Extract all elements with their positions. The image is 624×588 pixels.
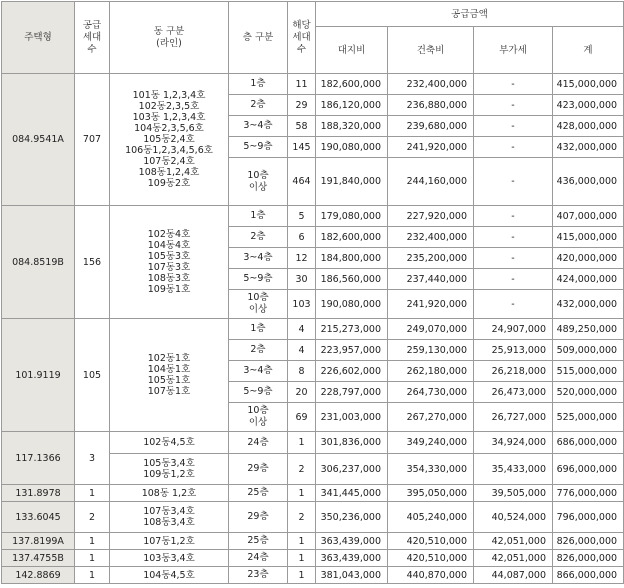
dong-cell: 103동3,4호	[110, 550, 229, 567]
total-price-cell: 407,000,000	[553, 206, 624, 227]
building-price-cell: 237,440,000	[388, 269, 474, 290]
floor-cell: 3~4층	[229, 248, 288, 269]
vat-cell: 39,505,000	[474, 485, 553, 502]
table-row	[2, 206, 624, 227]
floor-cell: 1층	[229, 319, 288, 340]
floor-cell: 25층	[229, 485, 288, 502]
land-price-cell: 186,560,000	[316, 269, 388, 290]
table-row	[2, 485, 624, 502]
total-price-cell: 424,000,000	[553, 269, 624, 290]
units-cell: 8	[288, 361, 316, 382]
total-price-cell: 432,000,000	[553, 137, 624, 158]
vat-cell: 26,473,000	[474, 382, 553, 403]
units-cell: 1	[288, 485, 316, 502]
vat-cell: -	[474, 158, 553, 206]
house-type-cell: 142.8869	[2, 567, 75, 584]
building-price-cell: 405,240,000	[388, 502, 474, 533]
floor-cell: 3~4층	[229, 361, 288, 382]
building-price-cell: 249,070,000	[388, 319, 474, 340]
total-price-cell: 696,000,000	[553, 454, 624, 485]
units-cell: 2	[288, 502, 316, 533]
supply-units-cell: 3	[75, 432, 110, 485]
land-price-cell: 215,273,000	[316, 319, 388, 340]
vat-cell: -	[474, 74, 553, 95]
table-row	[2, 432, 624, 454]
header-land: 대지비	[316, 27, 388, 74]
header-units: 해당 세대 수	[288, 2, 316, 74]
floor-cell: 25층	[229, 533, 288, 550]
land-price-cell: 179,080,000	[316, 206, 388, 227]
table-row	[2, 533, 624, 550]
land-price-cell: 182,600,000	[316, 227, 388, 248]
supply-units-cell: 2	[75, 502, 110, 533]
building-price-cell: 232,400,000	[388, 74, 474, 95]
vat-cell: 35,433,000	[474, 454, 553, 485]
supply-units-cell: 1	[75, 567, 110, 584]
units-cell: 2	[288, 454, 316, 485]
land-price-cell: 190,080,000	[316, 290, 388, 319]
units-cell: 1	[288, 550, 316, 567]
floor-cell: 3~4층	[229, 116, 288, 137]
units-cell: 1	[288, 533, 316, 550]
building-price-cell: 259,130,000	[388, 340, 474, 361]
dong-cell: 104동4,5호	[110, 567, 229, 584]
total-price-cell: 796,000,000	[553, 502, 624, 533]
building-price-cell: 232,400,000	[388, 227, 474, 248]
dong-cell: 102동4,5호	[110, 432, 229, 454]
total-price-cell: 525,000,000	[553, 403, 624, 432]
units-cell: 12	[288, 248, 316, 269]
total-price-cell: 428,000,000	[553, 116, 624, 137]
building-price-cell: 420,510,000	[388, 550, 474, 567]
units-cell: 103	[288, 290, 316, 319]
vat-cell: -	[474, 227, 553, 248]
units-cell: 58	[288, 116, 316, 137]
supply-units-cell: 1	[75, 533, 110, 550]
total-price-cell: 776,000,000	[553, 485, 624, 502]
total-price-cell: 686,000,000	[553, 432, 624, 454]
floor-cell: 1층	[229, 74, 288, 95]
total-price-cell: 866,000,000	[553, 567, 624, 584]
floor-cell: 5~9층	[229, 137, 288, 158]
units-cell: 145	[288, 137, 316, 158]
units-cell: 5	[288, 206, 316, 227]
floor-cell: 5~9층	[229, 269, 288, 290]
header-total: 계	[553, 27, 624, 74]
total-price-cell: 515,000,000	[553, 361, 624, 382]
dong-cell: 105동3,4호 109동1,2호	[110, 454, 229, 485]
house-type-cell: 131.8978	[2, 485, 75, 502]
building-price-cell: 241,920,000	[388, 290, 474, 319]
building-price-cell: 267,270,000	[388, 403, 474, 432]
total-price-cell: 436,000,000	[553, 158, 624, 206]
vat-cell: 40,524,000	[474, 502, 553, 533]
land-price-cell: 363,439,000	[316, 550, 388, 567]
header-dong: 동 구분 (라인)	[110, 2, 229, 74]
floor-cell: 1층	[229, 206, 288, 227]
house-type-cell: 101.9119	[2, 319, 75, 432]
supply-units-cell: 707	[75, 74, 110, 206]
total-price-cell: 509,000,000	[553, 340, 624, 361]
house-type-cell: 117.1366	[2, 432, 75, 485]
building-price-cell: 236,880,000	[388, 95, 474, 116]
floor-cell: 10층 이상	[229, 403, 288, 432]
building-price-cell: 440,870,000	[388, 567, 474, 584]
vat-cell: -	[474, 116, 553, 137]
units-cell: 4	[288, 319, 316, 340]
units-cell: 20	[288, 382, 316, 403]
supply-units-cell: 105	[75, 319, 110, 432]
vat-cell: 26,218,000	[474, 361, 553, 382]
dong-cell: 108동 1,2호	[110, 485, 229, 502]
vat-cell: 25,913,000	[474, 340, 553, 361]
vat-cell: -	[474, 206, 553, 227]
dong-cell: 107동1,2호	[110, 533, 229, 550]
vat-cell: -	[474, 248, 553, 269]
floor-cell: 24층	[229, 550, 288, 567]
header-supply-units: 공급 세대 수	[75, 2, 110, 74]
units-cell: 69	[288, 403, 316, 432]
header-vat: 부가세	[474, 27, 553, 74]
supply-units-cell: 1	[75, 550, 110, 567]
vat-cell: -	[474, 95, 553, 116]
land-price-cell: 301,836,000	[316, 432, 388, 454]
building-price-cell: 354,330,000	[388, 454, 474, 485]
total-price-cell: 826,000,000	[553, 533, 624, 550]
units-cell: 464	[288, 158, 316, 206]
land-price-cell: 228,797,000	[316, 382, 388, 403]
vat-cell: -	[474, 137, 553, 158]
floor-cell: 29층	[229, 502, 288, 533]
header-building: 건축비	[388, 27, 474, 74]
vat-cell: 26,727,000	[474, 403, 553, 432]
floor-cell: 24층	[229, 432, 288, 454]
vat-cell: 42,051,000	[474, 533, 553, 550]
building-price-cell: 420,510,000	[388, 533, 474, 550]
building-price-cell: 349,240,000	[388, 432, 474, 454]
header-type: 주택형	[2, 2, 75, 74]
table-row	[2, 502, 624, 533]
table-row	[2, 567, 624, 584]
supply-price-table	[1, 1, 624, 584]
building-price-cell: 262,180,000	[388, 361, 474, 382]
units-cell: 29	[288, 95, 316, 116]
land-price-cell: 188,320,000	[316, 116, 388, 137]
table-row	[2, 319, 624, 340]
supply-units-cell: 1	[75, 485, 110, 502]
table-row	[2, 74, 624, 95]
units-cell: 6	[288, 227, 316, 248]
floor-cell: 2층	[229, 95, 288, 116]
units-cell: 4	[288, 340, 316, 361]
house-type-cell: 133.6045	[2, 502, 75, 533]
header-price-group: 공급금액	[316, 2, 624, 27]
units-cell: 1	[288, 567, 316, 584]
building-price-cell: 227,920,000	[388, 206, 474, 227]
floor-cell: 23층	[229, 567, 288, 584]
dong-cell: 101동 1,2,3,4호 102동2,3,5호 103동 1,2,3,4호 104동2,3,5,6호 105동2,4호 106동1,2,3,4,5,6호 107동2,4호 108동1,2,4호 109동2호	[110, 74, 229, 206]
total-price-cell: 415,000,000	[553, 227, 624, 248]
vat-cell: -	[474, 290, 553, 319]
dong-cell: 102동1호 104동1호 105동1호 107동1호	[110, 319, 229, 432]
land-price-cell: 191,840,000	[316, 158, 388, 206]
total-price-cell: 415,000,000	[553, 74, 624, 95]
house-type-cell: 137.8199A	[2, 533, 75, 550]
house-type-cell: 084.8519B	[2, 206, 75, 319]
total-price-cell: 423,000,000	[553, 95, 624, 116]
vat-cell: 44,087,000	[474, 567, 553, 584]
total-price-cell: 520,000,000	[553, 382, 624, 403]
building-price-cell: 395,050,000	[388, 485, 474, 502]
land-price-cell: 186,120,000	[316, 95, 388, 116]
land-price-cell: 363,439,000	[316, 533, 388, 550]
building-price-cell: 235,200,000	[388, 248, 474, 269]
total-price-cell: 432,000,000	[553, 290, 624, 319]
house-type-cell: 084.9541A	[2, 74, 75, 206]
land-price-cell: 182,600,000	[316, 74, 388, 95]
total-price-cell: 420,000,000	[553, 248, 624, 269]
floor-cell: 10층 이상	[229, 290, 288, 319]
floor-cell: 2층	[229, 340, 288, 361]
land-price-cell: 306,237,000	[316, 454, 388, 485]
total-price-cell: 489,250,000	[553, 319, 624, 340]
land-price-cell: 226,602,000	[316, 361, 388, 382]
building-price-cell: 264,730,000	[388, 382, 474, 403]
land-price-cell: 341,445,000	[316, 485, 388, 502]
building-price-cell: 244,160,000	[388, 158, 474, 206]
supply-units-cell: 156	[75, 206, 110, 319]
vat-cell: 34,924,000	[474, 432, 553, 454]
floor-cell: 10층 이상	[229, 158, 288, 206]
building-price-cell: 239,680,000	[388, 116, 474, 137]
table-body	[2, 74, 624, 584]
floor-cell: 5~9층	[229, 382, 288, 403]
land-price-cell: 190,080,000	[316, 137, 388, 158]
units-cell: 1	[288, 432, 316, 454]
house-type-cell: 137.4755B	[2, 550, 75, 567]
units-cell: 30	[288, 269, 316, 290]
total-price-cell: 826,000,000	[553, 550, 624, 567]
land-price-cell: 381,043,000	[316, 567, 388, 584]
vat-cell: 42,051,000	[474, 550, 553, 567]
table-row	[2, 550, 624, 567]
vat-cell: 24,907,000	[474, 319, 553, 340]
dong-cell: 102동4호 104동4호 105동3호 107동3호 108동3호 109동1호	[110, 206, 229, 319]
dong-cell: 107동3,4호 108동3,4호	[110, 502, 229, 533]
land-price-cell: 223,957,000	[316, 340, 388, 361]
vat-cell: -	[474, 269, 553, 290]
floor-cell: 29층	[229, 454, 288, 485]
floor-cell: 2층	[229, 227, 288, 248]
units-cell: 11	[288, 74, 316, 95]
header-floor: 층 구분	[229, 2, 288, 74]
land-price-cell: 231,003,000	[316, 403, 388, 432]
land-price-cell: 184,800,000	[316, 248, 388, 269]
land-price-cell: 350,236,000	[316, 502, 388, 533]
building-price-cell: 241,920,000	[388, 137, 474, 158]
